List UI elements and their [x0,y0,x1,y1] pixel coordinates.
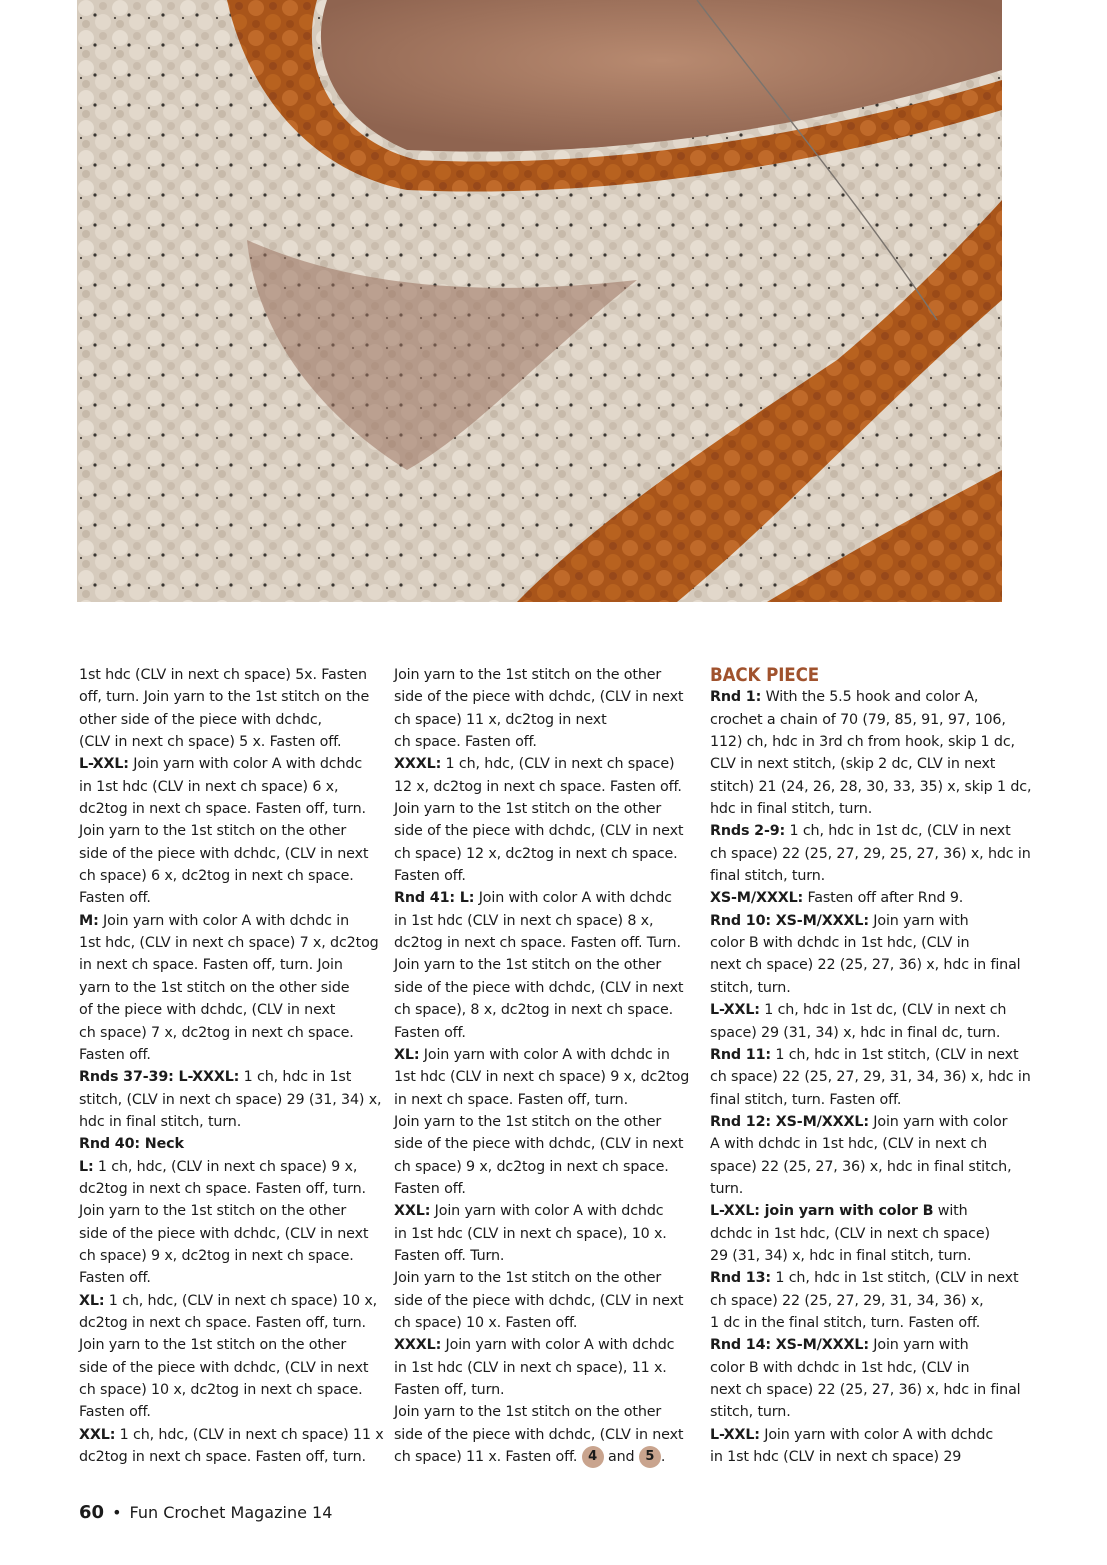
page-footer [79,1502,332,1524]
body-text: 1 ch, hdc in 1st [239,1069,352,1086]
text-line [394,1223,694,1245]
text-line [79,887,379,909]
text-line [394,887,694,909]
body-text: stitch) 21 (24, 26, 28, 30, 33, 35) x, skip 1 dc, [710,778,1032,795]
body-text: Fasten off. [79,1046,151,1063]
text-line [79,1044,379,1066]
body-text: 1st hdc (CLV in next ch space) 5x. Fasten [79,667,367,683]
body-text: Fasten off, turn. [394,1382,505,1398]
body-text: ch space) 7 x, dc2tog in next ch space. [79,1024,354,1041]
text-line [394,932,694,954]
text-line [79,1357,379,1379]
text-line [394,1133,694,1155]
body-text: Join yarn to the 1st stitch on the other [79,1337,347,1354]
text-line [710,1424,1015,1446]
body-text: color B with dchdc in 1st hdc, (CLV in [710,935,970,952]
text-line [79,954,379,976]
body-text: Join yarn to the 1st stitch on the other [79,823,347,840]
body-text: Join yarn to the 1st stitch on the other [394,957,662,974]
text-line [710,731,1015,753]
bold-label: Rnd 1: [710,689,762,706]
text-line [710,1267,1019,1289]
text-line [79,1200,379,1222]
bold-label: XS-M/XXXL: [710,890,804,907]
text-line [710,1044,1019,1066]
text-line [394,1089,694,1111]
text-line [79,1133,379,1155]
body-text: in 1st hdc (CLV in next ch space) 8 x, [394,912,654,929]
body-text: A with dchdc in 1st hdc, (CLV in next ch [710,1136,988,1153]
body-text: dc2tog in next ch space. Fasten off, turn. [79,801,366,818]
body-text: final stitch, turn. Fasten off. [710,1091,902,1108]
text-line [79,776,379,798]
body-text: Fasten off. [79,890,151,907]
text-line [710,1200,1015,1222]
text-line [394,865,694,887]
text-line [79,1290,379,1312]
body-text: CLV in next stitch, (skip 2 dc, CLV in next [710,756,996,773]
body-text: Join yarn to the 1st stitch on the other [394,1113,662,1130]
bold-label: XXXL: [394,756,442,773]
text-line [394,1424,694,1446]
body-text: 1 ch, hdc in 1st dc, (CLV in next ch [759,1002,1007,1019]
bold-label: Rnds 2-9: [710,823,786,840]
bold-label: XXXL: [394,1337,442,1354]
body-text: 1 dc in the final stitch, turn. Fasten off. [710,1314,981,1331]
body-text: Fasten off. [394,1180,466,1197]
body-text: in 1st hdc (CLV in next ch space), 11 x. [394,1359,667,1376]
text-line [79,1401,379,1423]
text-line [710,776,1032,798]
body-text: 29 (31, 34) x, hdc in final stitch, turn. [710,1247,972,1264]
body-text: 1st hdc, (CLV in next ch space) 7 x, dc2tog [79,935,379,952]
text-line [394,776,694,798]
body-text: side of the piece with dchdc, (CLV in next [79,845,369,862]
body-text: yarn to the 1st stitch on the other side [79,979,350,996]
body-text: side of the piece with dchdc, (CLV in next [394,1426,684,1443]
text-line [710,932,1015,954]
body-text: . [660,1449,666,1466]
body-text: Fasten off. [394,868,466,885]
body-text: ch space. Fasten off. [394,734,537,751]
bold-label: L-XXL: [710,1426,760,1443]
body-text: space) 29 (31, 34) x, hdc in final dc, turn. [710,1024,1001,1041]
text-line [394,1379,694,1401]
text-line [394,753,694,775]
text-line [394,686,694,708]
text-line [79,731,379,753]
body-text: Join yarn to the 1st stitch on the other [79,1203,347,1220]
body-text: ch space) 9 x, dc2tog in next ch space. [394,1158,669,1175]
bold-label: L: [79,1158,94,1175]
body-text: crochet a chain of 70 (79, 85, 91, 97, 106, [710,711,1006,728]
text-line [79,798,379,820]
body-text: side of the piece with dchdc, (CLV in next [79,1225,369,1242]
body-text: Join yarn with [868,1337,969,1354]
text-line [79,820,379,842]
body-text: side of the piece with dchdc, (CLV in next [79,1359,369,1376]
text-line [394,1290,694,1312]
text-line [79,1267,379,1289]
text-line [710,1223,1015,1245]
body-text: side of the piece with dchdc, (CLV in next [394,689,684,706]
body-text: in next ch space. Fasten off, turn. [394,1091,628,1108]
bold-label: L-XXL: join yarn with color B [710,1203,934,1220]
text-line [79,753,379,775]
body-text: ch space) 10 x. Fasten off. [394,1314,578,1331]
text-line [79,1178,379,1200]
body-text: in 1st hdc (CLV in next ch space) 6 x, [79,778,339,795]
heading-text: BACK PIECE [710,664,820,686]
text-line [710,686,1015,708]
body-text: Join yarn with [868,912,969,929]
bold-label: Rnd 41: L: [394,890,475,907]
text-line [710,887,1015,909]
body-text: in 1st hdc (CLV in next ch space), 10 x. [394,1225,667,1242]
step-badge: 5 [639,1446,661,1468]
text-line [79,843,379,865]
body-text: dc2tog in next ch space. Fasten off, turn. [79,1449,366,1466]
publication-name: Fun Crochet Magazine 14 [129,1503,333,1522]
bold-label: L-XXL: [710,1002,760,1019]
body-text: dc2tog in next ch space. Fasten off. Turn. [394,935,681,952]
bold-label: Rnds 37-39: L-XXXL: [79,1069,240,1086]
text-line [79,1424,384,1446]
text-line [394,999,694,1021]
text-line [394,1357,694,1379]
crochet-photo-illustration [77,0,1002,602]
body-text: ch space) 22 (25, 27, 29, 31, 34, 36) x, [710,1292,984,1309]
body-text: color B with dchdc in 1st hdc, (CLV in [710,1359,970,1376]
bold-label: L-XXL: [79,756,129,773]
text-line [394,1245,694,1267]
text-line [79,664,379,686]
text-line [710,1334,1015,1356]
body-text: Join yarn with color A with dchdc [759,1426,994,1443]
text-line [394,1066,694,1088]
body-text: dc2tog in next ch space. Fasten off, turn. [79,1180,366,1197]
text-line [710,954,1021,976]
text-line [710,1312,1015,1334]
text-column-1 [79,664,384,1468]
body-text: ch space) 11 x. Fasten off. [394,1449,582,1466]
bold-label: XXL: [394,1203,431,1220]
body-text: 1 ch, hdc, (CLV in next ch space) 9 x, [93,1158,358,1175]
body-text: Join yarn with color A with dchdc [441,1337,675,1354]
bold-label: XL: [79,1292,105,1309]
bold-label: Rnd 13: [710,1270,771,1287]
text-line [394,977,694,999]
text-line [79,977,379,999]
body-text: turn. [710,1180,744,1197]
text-line [710,1178,1015,1200]
body-text: of the piece with dchdc, (CLV in next [79,1002,336,1019]
text-line [710,999,1015,1021]
text-line [394,1312,694,1334]
body-text: Fasten off. [79,1270,151,1287]
body-text: Join yarn with color A with dchdc in [98,912,349,929]
text-line [394,820,694,842]
text-line [710,1133,1015,1155]
text-line [394,1267,694,1289]
body-text: space) 22 (25, 27, 36) x, hdc in final stitch, [710,1158,1012,1175]
body-text: Join yarn to the 1st stitch on the other [394,1404,662,1421]
body-text: dchdc in 1st hdc, (CLV in next ch space) [710,1225,990,1242]
text-line [394,798,694,820]
bold-label: M: [79,912,99,929]
body-text: in 1st hdc (CLV in next ch space) 29 [710,1449,962,1466]
text-line [394,910,694,932]
body-text: stitch, turn. [710,979,791,996]
text-line [394,1401,694,1423]
text-line [394,1044,694,1066]
body-text: next ch space) 22 (25, 27, 36) x, hdc in final [710,1382,1021,1398]
text-line [710,709,1015,731]
body-text: Join yarn to the 1st stitch on the other [394,1270,662,1287]
text-column-3 [710,664,1032,1468]
text-line [394,1111,694,1133]
bold-label: XL: [394,1046,420,1063]
text-line [79,709,379,731]
body-text: ch space) 10 x, dc2tog in next ch space. [79,1382,363,1398]
text-line [394,1178,694,1200]
body-text: Join yarn to the 1st stitch on the other [394,667,662,683]
text-line [79,1379,379,1401]
bold-label: XXL: [79,1426,116,1443]
body-text: Join yarn to the 1st stitch on the other [394,801,662,818]
body-text: (CLV in next ch space) 5 x. Fasten off. [79,734,342,751]
text-line [394,843,694,865]
bold-label: Rnd 40: Neck [79,1136,184,1153]
text-line [394,731,694,753]
text-line [394,664,694,686]
body-text: dc2tog in next ch space. Fasten off, turn. [79,1314,366,1331]
hero-photo [77,0,1002,602]
body-text: Join yarn with color [868,1113,1008,1130]
body-text: hdc in final stitch, turn. [79,1113,242,1130]
text-line [394,1022,694,1044]
body-text: Fasten off. [394,1024,466,1041]
text-line [79,1022,379,1044]
body-text: With the 5.5 hook and color A, [761,689,979,706]
text-line [79,1446,379,1468]
body-text: ch space) 22 (25, 27, 29, 31, 34, 36) x, hdc in [710,1069,1031,1086]
body-text: Fasten off after Rnd 9. [803,890,964,907]
body-text: ch space), 8 x, dc2tog in next ch space. [394,1002,674,1019]
text-line [79,686,379,708]
body-text: and [603,1449,639,1466]
body-text: in next ch space. Fasten off, turn. Join [79,957,343,974]
text-line [710,843,1031,865]
body-text: side of the piece with dchdc, (CLV in next [394,979,684,996]
text-line [79,1156,379,1178]
body-text: other side of the piece with dchdc, [79,711,322,728]
body-text: 1st hdc (CLV in next ch space) 9 x, dc2tog [394,1069,690,1086]
body-text: ch space) 9 x, dc2tog in next ch space. [79,1247,354,1264]
body-text: 112) ch, hdc in 3rd ch from hook, skip 1 dc, [710,734,1015,751]
text-line [79,1334,379,1356]
body-text: final stitch, turn. [710,868,826,885]
body-text: hdc in final stitch, turn. [710,801,873,818]
body-text: Fasten off. Turn. [394,1247,505,1264]
bold-label: Rnd 14: XS-M/XXXL: [710,1337,869,1354]
text-line [710,1089,1015,1111]
text-line [710,1290,1015,1312]
page-number: 60 [79,1502,105,1523]
body-text: stitch, (CLV in next ch space) 29 (31, 34) x, [79,1091,382,1108]
text-line [79,1066,379,1088]
body-text: ch space) 11 x, dc2tog in next [394,711,607,728]
body-text: 1 ch, hdc in 1st dc, (CLV in next [785,823,1011,840]
body-text: ch space) 22 (25, 27, 29, 25, 27, 36) x, hdc in [710,845,1031,862]
text-line [710,1066,1031,1088]
text-line [394,1156,694,1178]
text-line [710,977,1015,999]
text-line [710,1357,1015,1379]
body-text: 1 ch, hdc, (CLV in next ch space) 10 x, [104,1292,378,1309]
text-line [79,1245,379,1267]
body-text: side of the piece with dchdc, (CLV in next [394,823,684,840]
body-text: Fasten off. [79,1404,151,1421]
text-line [394,1334,694,1356]
text-line [710,798,1015,820]
body-text: side of the piece with dchdc, (CLV in next [394,1136,684,1153]
body-text: ch space) 12 x, dc2tog in next ch space. [394,845,678,862]
body-text: side of the piece with dchdc, (CLV in next [394,1292,684,1309]
body-text: ch space) 6 x, dc2tog in next ch space. [79,868,354,885]
bold-label: Rnd 12: XS-M/XXXL: [710,1113,869,1130]
body-text: next ch space) 22 (25, 27, 36) x, hdc in final [710,957,1021,974]
text-line [710,1401,1015,1423]
bold-label: Rnd 11: [710,1046,771,1063]
text-line [710,865,1015,887]
text-line [710,1156,1015,1178]
text-line [710,820,1015,842]
body-text: 1 ch, hdc in 1st stitch, (CLV in next [770,1046,1019,1063]
text-line [79,1223,379,1245]
text-line [710,1446,1015,1468]
text-line [394,954,694,976]
text-line [79,1089,382,1111]
body-text: 1 ch, hdc in 1st stitch, (CLV in next [770,1270,1019,1287]
text-line [710,1379,1021,1401]
body-text: Join yarn with color A with dchdc [128,756,363,773]
step-badge: 4 [582,1446,604,1468]
text-line [394,1446,694,1468]
body-text: stitch, turn. [710,1404,791,1421]
text-line [79,1111,379,1133]
body-text: off, turn. Join yarn to the 1st stitch on the [79,689,370,706]
body-text: with [933,1203,968,1220]
body-text: Join yarn with color A with dchdc in [419,1046,670,1063]
body-text: Join with color A with dchdc [474,890,672,907]
text-line [710,1245,1015,1267]
text-line [710,1111,1015,1133]
text-line [79,1312,379,1334]
text-line [710,910,1015,932]
text-line [710,1022,1015,1044]
text-line [394,1200,694,1222]
body-text: 1 ch, hdc, (CLV in next ch space) [441,756,675,773]
bold-label: Rnd 10: XS-M/XXXL: [710,912,869,929]
body-text: 1 ch, hdc, (CLV in next ch space) 11 x [115,1426,384,1443]
body-text: Join yarn with color A with dchdc [430,1203,664,1220]
footer-separator: • [112,1503,122,1522]
body-text: 12 x, dc2tog in next ch space. Fasten off. [394,778,682,795]
text-line [79,865,379,887]
text-column-2 [394,664,694,1468]
text-line [710,753,1015,775]
text-line [79,999,379,1021]
text-line [79,932,379,954]
text-line [394,709,694,731]
text-line [79,910,379,932]
section-heading [710,664,978,686]
